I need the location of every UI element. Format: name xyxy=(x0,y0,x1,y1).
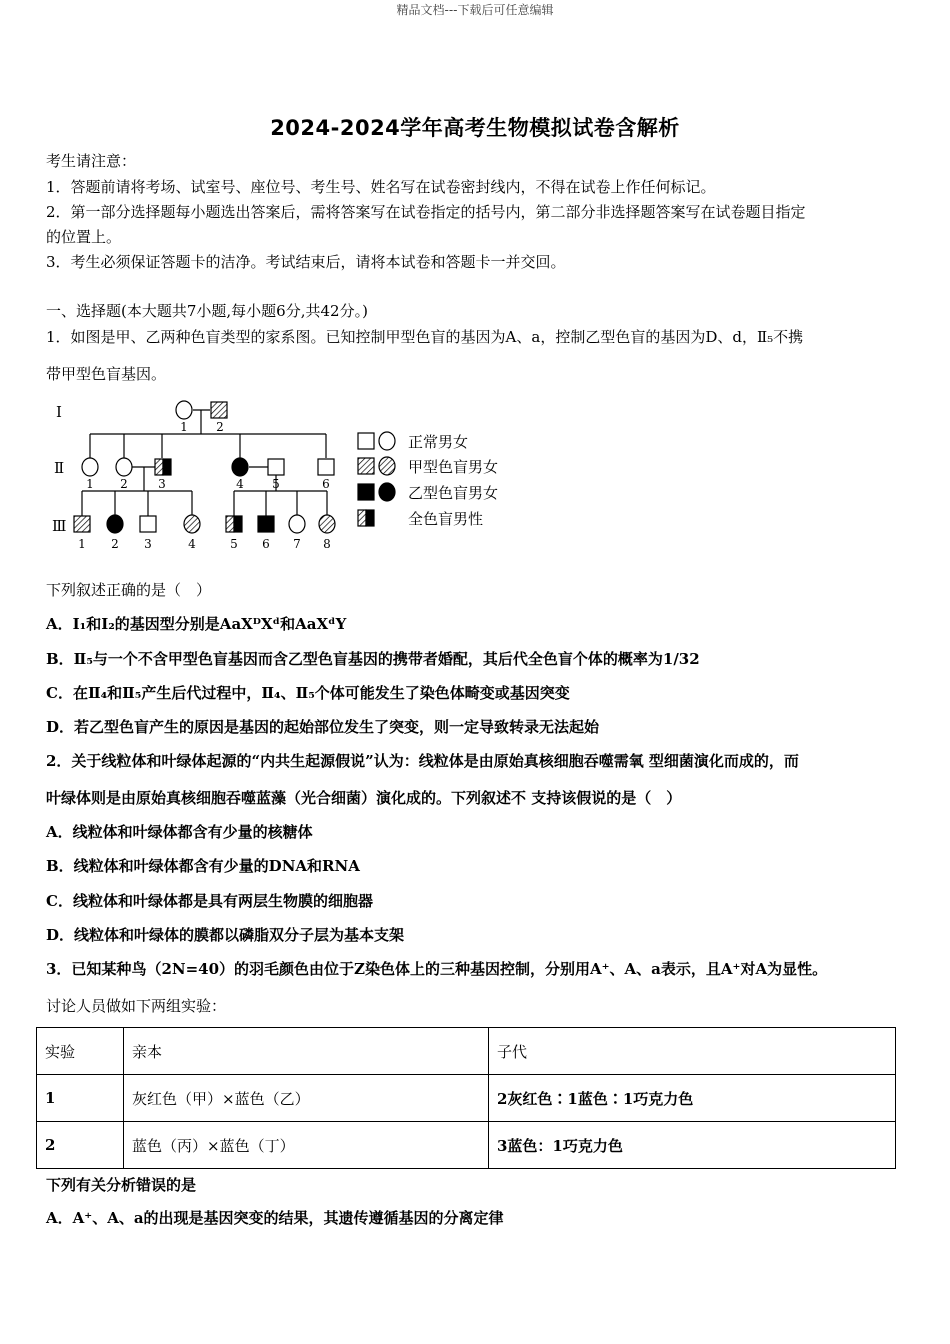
experiment-table xyxy=(36,1027,896,1169)
svg-text:1: 1 xyxy=(78,537,86,551)
q1-option-d: D．若乙型色盲产生的原因是基因的起始部位发生了突变，则一定导致转录无法起始 xyxy=(46,718,600,736)
svg-text:2: 2 xyxy=(111,537,119,551)
q1-option-b: B．Ⅱ₅与一个不含甲型色盲基因而含乙型色盲基因的携带者婚配，其后代全色盲个体的概率为1/32 xyxy=(46,650,700,668)
q2-option-a: A．线粒体和叶绿体都含有少量的核糖体 xyxy=(46,823,313,841)
svg-text:1: 1 xyxy=(180,420,188,434)
svg-text:4: 4 xyxy=(236,477,244,491)
page-header-note: 精品文档---下载后可任意编辑 xyxy=(396,3,554,17)
legend-type-b: 乙型色盲男女 xyxy=(408,484,499,502)
table-header: 实验 xyxy=(37,1028,124,1075)
svg-text:5: 5 xyxy=(230,537,238,551)
table-header: 子代 xyxy=(489,1028,896,1075)
svg-text:6: 6 xyxy=(262,537,270,551)
q1-option-a: A．Ⅰ₁和Ⅰ₂的基因型分别是AaXᴰXᵈ和AaXᵈY xyxy=(46,615,347,633)
q1-prompt: 下列叙述正确的是（ ） xyxy=(46,581,212,599)
pedigree-chart xyxy=(44,394,544,559)
legend-normal: 正常男女 xyxy=(408,433,469,451)
svg-text:1: 1 xyxy=(86,477,94,491)
table-header-row xyxy=(37,1028,896,1075)
notice-heading: 考生请注意： xyxy=(46,152,137,170)
svg-text:7: 7 xyxy=(293,537,301,551)
notice-item: 的位置上。 xyxy=(46,228,122,246)
gen-label-2: Ⅱ xyxy=(54,459,65,477)
q2-option-b: B．线粒体和叶绿体都含有少量的DNA和RNA xyxy=(46,857,360,875)
q2-option-c: C．线粒体和叶绿体都是具有两层生物膜的细胞器 xyxy=(46,892,373,910)
table-cell: 2灰红色∶1蓝色∶1巧克力色 xyxy=(489,1075,896,1122)
svg-text:6: 6 xyxy=(322,477,330,491)
legend-type-a: 甲型色盲男女 xyxy=(408,458,499,476)
table-cell: 灰红色（甲）×蓝色（乙） xyxy=(124,1075,489,1122)
table-cell: 1 xyxy=(37,1075,124,1122)
gen-label-3: Ⅲ xyxy=(52,517,67,535)
table-row xyxy=(37,1122,896,1169)
q2-stem: 2．关于线粒体和叶绿体起源的“内共生起源假说”认为：线粒体是由原始真核细胞吞噬需氧 型细菌演化而成的，而 xyxy=(46,752,799,770)
svg-text:3: 3 xyxy=(158,477,166,491)
gen-label-1: Ⅰ xyxy=(56,403,62,421)
q3-option-a: A．A⁺、A、a的出现是基因突变的结果，其遗传遵循基因的分离定律 xyxy=(46,1209,504,1227)
svg-text:4: 4 xyxy=(188,537,196,551)
notice-item: 1．答题前请将考场、试室号、座位号、考生号、姓名写在试卷密封线内，不得在试卷上作任何标记。 xyxy=(46,178,716,196)
table-cell: 3蓝色：1巧克力色 xyxy=(489,1122,896,1169)
svg-text:3: 3 xyxy=(144,537,152,551)
q3-prompt: 下列有关分析错误的是 xyxy=(46,1176,197,1194)
q3-stem: 3．已知某种鸟（2N=40）的羽毛颜色由位于Z染色体上的三种基因控制，分别用A⁺、A、a表示，且A⁺对A为显性。 xyxy=(46,960,828,978)
table-cell: 2 xyxy=(37,1122,124,1169)
q1-option-c: C．在Ⅱ₄和Ⅱ₅产生后代过程中，Ⅱ₄、Ⅱ₅个体可能发生了染色体畸变或基因突变 xyxy=(46,684,570,702)
section-heading: 一、选择题(本大题共7小题,每小题6分,共42分。) xyxy=(46,302,368,320)
q2-option-d: D．线粒体和叶绿体的膜都以磷脂双分子层为基本支架 xyxy=(46,926,405,944)
q2-stem: 叶绿体则是由原始真核细胞吞噬蓝藻（光合细菌）演化成的。下列叙述不 支持该假说的是（ ） xyxy=(46,789,682,807)
legend-total: 全色盲男性 xyxy=(408,510,484,528)
q3-stem: 讨论人员做如下两组实验： xyxy=(46,997,227,1015)
notice-item: 2．第一部分选择题每小题选出答案后，需将答案写在试卷指定的括号内，第二部分非选择题答案写在试卷题目指定 xyxy=(46,203,806,221)
table-row xyxy=(37,1075,896,1122)
svg-text:2: 2 xyxy=(216,420,224,434)
table-cell: 蓝色（丙）×蓝色（丁） xyxy=(124,1122,489,1169)
svg-text:5: 5 xyxy=(272,477,280,491)
table-header: 亲本 xyxy=(124,1028,489,1075)
page-title: 2024-2024学年高考生物模拟试卷含解析 xyxy=(270,116,680,140)
svg-text:8: 8 xyxy=(323,537,331,551)
q1-stem: 带甲型色盲基因。 xyxy=(46,365,167,383)
svg-text:2: 2 xyxy=(120,477,128,491)
q1-stem: 1．如图是甲、乙两种色盲类型的家系图。已知控制甲型色盲的基因为A、a，控制乙型色盲的基因为D、d，Ⅱ₅不携 xyxy=(46,328,804,346)
notice-item: 3．考生必须保证答题卡的洁净。考试结束后，请将本试卷和答题卡一并交回。 xyxy=(46,253,566,271)
